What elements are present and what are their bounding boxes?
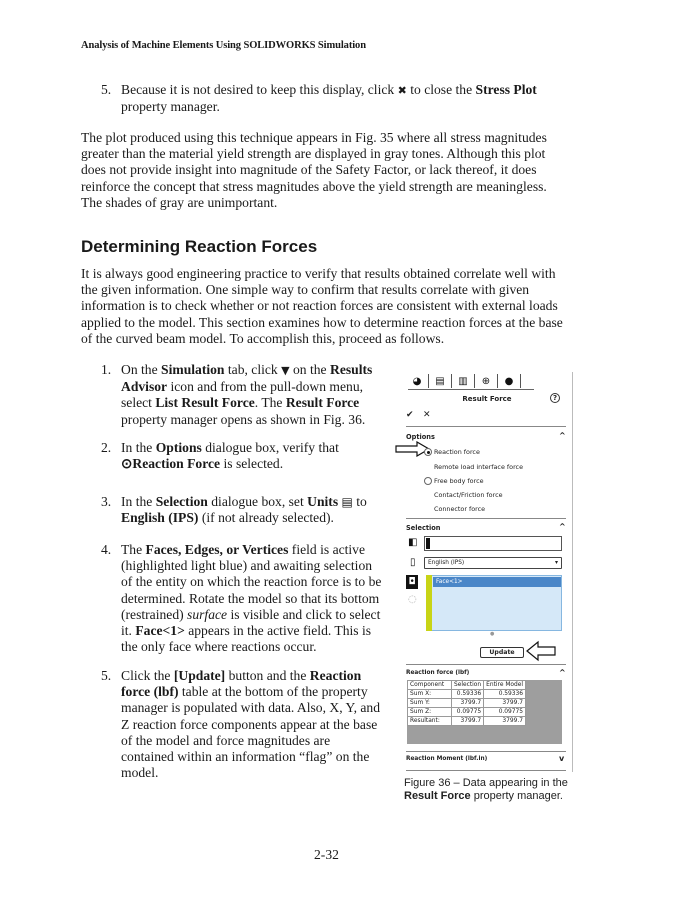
- display-manager-icon[interactable]: ●: [498, 374, 521, 388]
- result-force-property-manager: [402, 372, 572, 772]
- options-section-title[interactable]: Options: [406, 433, 435, 441]
- units-value: English (IPS): [428, 560, 465, 566]
- close-icon: ✖: [397, 84, 407, 97]
- divider: [406, 751, 566, 752]
- chevron-down-icon: ▾: [554, 559, 558, 566]
- resize-handle-icon[interactable]: ●: [490, 631, 495, 637]
- running-head: Analysis of Machine Elements Using SOLIDWORKS Simulation: [81, 40, 366, 51]
- selection-input[interactable]: [424, 536, 562, 551]
- bold-term: [Update]: [173, 668, 226, 683]
- text: field is active (highlighted light blue) and awaiting selection of the entity on which the reaction force is to be determined. Rotate the model so that its bottom (restrained): [121, 542, 382, 622]
- text-cursor: [426, 538, 430, 549]
- step-body: [121, 362, 381, 428]
- component-icon: ◌: [408, 594, 417, 605]
- text: In the: [121, 440, 156, 455]
- option-contact-friction-force[interactable]: Contact/Friction force: [434, 491, 503, 499]
- text: tab, click: [224, 362, 282, 377]
- panel-title: Result Force: [462, 395, 512, 403]
- divider: [406, 518, 566, 519]
- dropdown-arrow-icon: ▼: [281, 364, 290, 377]
- cell: 3799.7: [484, 699, 526, 708]
- text: dialogue box, set: [207, 494, 308, 509]
- bold-term: English (IPS): [121, 510, 199, 526]
- cell: 0.09775: [452, 708, 484, 717]
- manager-tabs: [406, 374, 521, 388]
- bold-term: Results Advisor: [121, 362, 373, 395]
- column-header: Entire Model: [484, 681, 526, 690]
- caption-text: Figure 36 – Data appearing in the: [404, 777, 568, 789]
- text: In the: [121, 494, 156, 509]
- dimxpert-icon[interactable]: ⊕: [475, 374, 498, 388]
- cell: Sum X:: [408, 690, 452, 699]
- caption-text: property manager.: [470, 790, 563, 802]
- step-1: [101, 362, 381, 428]
- intro-step: [101, 82, 571, 115]
- bold-term: Simulation: [161, 362, 225, 377]
- update-button[interactable]: Update: [480, 647, 524, 658]
- units-icon: ▯: [410, 557, 416, 568]
- divider: [406, 426, 566, 427]
- divider: [406, 664, 566, 665]
- step-2: [101, 440, 381, 472]
- pointer-arrow-left-icon: [526, 640, 556, 662]
- bold-term: Reaction force (lbf): [121, 668, 362, 700]
- cell: 3799.7: [452, 699, 484, 708]
- column-header: Component: [408, 681, 452, 690]
- cell: 0.09775: [484, 708, 526, 717]
- feature-manager-icon[interactable]: ◕: [406, 374, 429, 388]
- step-number: 5.: [101, 668, 112, 683]
- cell: 3799.7: [452, 717, 484, 726]
- cell: Resultant:: [408, 717, 452, 726]
- panel-border: [572, 372, 573, 772]
- bold-term: Units: [307, 494, 339, 509]
- option-free-body-force[interactable]: Free body force: [434, 477, 484, 485]
- help-icon[interactable]: ?: [550, 393, 560, 403]
- table-row: [408, 717, 526, 726]
- step-number: 4.: [101, 542, 112, 557]
- step-body: [121, 494, 381, 526]
- bold-term: Options: [155, 440, 202, 455]
- text: (if not already selected).: [198, 510, 334, 526]
- italic-term: surface: [187, 606, 228, 622]
- step-number: 3.: [101, 494, 112, 509]
- text: The: [121, 542, 146, 557]
- units-dropdown[interactable]: [424, 557, 562, 569]
- reaction-force-section-title[interactable]: Reaction force (lbf): [406, 670, 470, 676]
- option-reaction-force[interactable]: Reaction force: [434, 448, 480, 456]
- text: button and the: [225, 668, 310, 683]
- step-body: [121, 668, 381, 781]
- units-icon: ▤: [341, 495, 353, 509]
- step-text: to close the: [406, 82, 476, 97]
- tabs-divider: [408, 389, 534, 390]
- table-header-row: [408, 681, 526, 690]
- cell: Sum Y:: [408, 699, 452, 708]
- ok-checkmark-icon[interactable]: ✔: [406, 410, 414, 420]
- reaction-force-table-area: [407, 680, 562, 744]
- bold-term: List Result Force: [155, 395, 255, 411]
- text: . The: [254, 395, 286, 411]
- column-header: Selection: [452, 681, 484, 690]
- text: property manager opens as shown in Fig. 36.: [121, 411, 366, 427]
- property-manager-icon[interactable]: ▤: [429, 374, 452, 388]
- cell: Sum Z:: [408, 708, 452, 717]
- text: dialogue box, verify that: [201, 440, 339, 455]
- table-row: [408, 699, 526, 708]
- face-list-item[interactable]: Face<1>: [433, 577, 561, 587]
- bold-term: Result Force: [285, 395, 360, 411]
- reaction-force-radio[interactable]: [424, 448, 432, 456]
- text: On the: [121, 362, 162, 377]
- step-text: Because it is not desired to keep this display, click: [121, 82, 398, 97]
- beam-selection-icon: ◧: [408, 537, 418, 548]
- step-text: property manager.: [121, 99, 220, 115]
- step-number: 5.: [101, 82, 112, 97]
- configuration-manager-icon[interactable]: ▥: [452, 374, 475, 388]
- bold-term: ⊙Reaction Force: [121, 456, 221, 472]
- text: on the: [289, 362, 330, 377]
- collapse-caret-icon[interactable]: ^: [559, 522, 566, 531]
- reaction-force-table: [407, 680, 526, 726]
- bold-term: Faces, Edges, or Vertices: [145, 542, 289, 557]
- expand-caret-icon[interactable]: v: [559, 754, 565, 763]
- step-5: [101, 668, 381, 781]
- collapse-caret-icon[interactable]: ^: [559, 431, 566, 440]
- paragraph: The plot produced using this technique appears in Fig. 35 where all stress magnitudes greater than the material yield strength are displayed in gray tones. Although this plot does not provide insight into magnitude of the Safety Factor, or lack thereof, it does reinforce the concept that stress magnitudes above the yield strength are meaningless. The shades of gray are unimportant.: [81, 130, 547, 210]
- cancel-x-icon[interactable]: ✕: [423, 410, 431, 420]
- option-connector-force[interactable]: Connector force: [434, 505, 486, 513]
- bold-term: Face<1>: [135, 623, 185, 639]
- text: is selected.: [220, 456, 284, 472]
- text: icon and from the pull-down menu, select: [121, 379, 364, 411]
- step-body: [121, 440, 381, 472]
- stress-plot-term: Stress Plot: [475, 82, 537, 97]
- bold-term: Selection: [155, 494, 208, 509]
- text: appears in the active field. This is the only face where reactions occur.: [121, 623, 372, 655]
- cell: 0.59336: [452, 690, 484, 699]
- caption-bold-term: Result Force: [404, 790, 471, 802]
- reaction-moment-section-title[interactable]: Reaction Moment (lbf.in): [406, 756, 488, 762]
- text: is visible and click to select it.: [121, 606, 381, 639]
- cell: 3799.7: [484, 717, 526, 726]
- collapse-caret-icon[interactable]: ^: [559, 668, 566, 677]
- step-body: [121, 542, 386, 655]
- divider: [406, 770, 566, 771]
- table-row: [408, 708, 526, 717]
- faces-edges-vertices-icon: ◘: [406, 575, 418, 589]
- step-number: 2.: [101, 440, 112, 455]
- step-3: [101, 494, 381, 526]
- step-4: [101, 542, 386, 655]
- active-field-indicator: [426, 575, 432, 631]
- section-heading: Determining Reaction Forces: [81, 237, 318, 256]
- selection-section-title[interactable]: Selection: [406, 524, 441, 532]
- figure-caption: [404, 777, 574, 803]
- text: table at the bottom of the property manager is populated with data. Also, X, Y, and Z reaction force components appear at the base of the model and force magnitudes are contained within an information “flag” on the model.: [121, 684, 380, 781]
- page-number: 2-32: [314, 847, 339, 862]
- free-body-force-radio[interactable]: [424, 477, 432, 485]
- text: Click the: [121, 668, 174, 683]
- text: to: [352, 494, 367, 509]
- cell: 0.59336: [484, 690, 526, 699]
- paragraph: It is always good engineering practice to verify that results obtained correlate well with the given information. One simple way to confirm that results correlate with given information is to check whether or not reaction forces are consistent with external loads applied to the model. This section examines how to determine reaction forces at the base of the curved beam model. To accomplish this, proceed as follows.: [81, 266, 563, 346]
- option-remote-load-interface-force[interactable]: Remote load interface force: [434, 463, 524, 471]
- table-row: [408, 690, 526, 699]
- step-number: 1.: [101, 362, 112, 377]
